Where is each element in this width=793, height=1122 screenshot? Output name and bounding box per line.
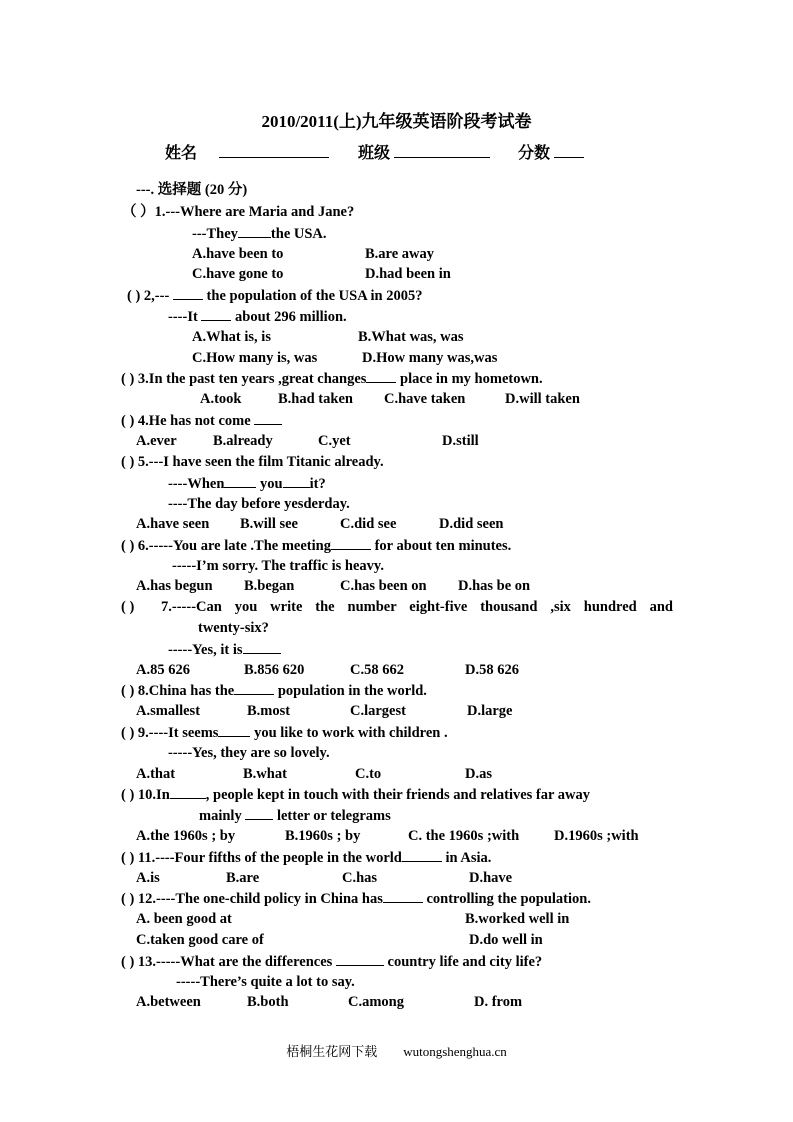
question-stem: 3.In the past ten years ,great changes <box>137 371 367 387</box>
answer-paren[interactable]: ( ) <box>121 787 135 803</box>
answer-paren[interactable]: ( ) <box>121 454 135 470</box>
question-stem: in Asia. <box>445 850 492 866</box>
option-c: C.has been on <box>340 578 427 594</box>
option-a: A. been good at <box>136 911 232 927</box>
option-c: C.How many is, was <box>192 350 318 366</box>
question-12 <box>121 889 591 908</box>
question-5 <box>121 453 384 471</box>
option-b: B.856 620 <box>244 662 305 678</box>
answer-paren[interactable]: ( ) <box>121 538 135 554</box>
option-a: A.ever <box>136 433 177 449</box>
question-9 <box>121 723 448 742</box>
question-1-line2 <box>192 224 327 243</box>
option-c: C.largest <box>350 703 406 719</box>
option-d: D.still <box>442 433 479 449</box>
option-c: C.yet <box>318 433 351 449</box>
option-a: A.have been to <box>192 246 284 262</box>
option-a: A.What is, is <box>192 329 271 345</box>
option-c: C.58 662 <box>350 662 404 678</box>
answer-paren[interactable]: ( ) <box>121 683 135 699</box>
option-b: B.will see <box>240 516 298 532</box>
question-1 <box>122 203 354 221</box>
dialogue-text: ----When <box>168 476 225 492</box>
question-8 <box>121 681 427 700</box>
class-blank[interactable] <box>394 143 490 158</box>
answer-paren[interactable]: ( ) <box>121 413 135 429</box>
option-d: D.have <box>469 870 513 886</box>
answer-paren[interactable]: ( ) <box>121 371 135 387</box>
option-a: A.took <box>200 391 242 407</box>
question-2 <box>127 286 422 305</box>
question-10 <box>121 785 590 804</box>
question-stem: 7.-----Can you write the number eight-five thousand ,six hundred and <box>161 599 673 615</box>
option-c: C.taken good care of <box>136 932 264 948</box>
score-label: 分数 <box>518 145 551 162</box>
option-b: B.began <box>244 578 295 594</box>
answer-blank <box>218 723 250 737</box>
question-5-line3: ----The day before yesderday. <box>168 496 350 512</box>
question-13-line2: -----There’s quite a lot to say. <box>176 974 355 990</box>
question-6-line2: -----I’m sorry. The traffic is heavy. <box>172 558 384 574</box>
answer-blank <box>238 224 271 238</box>
class-field <box>358 140 490 163</box>
option-d: D.How many was,was <box>362 350 498 366</box>
answer-paren[interactable]: ( ) <box>121 891 135 907</box>
option-c: C.to <box>355 766 382 782</box>
question-stem: the population of the USA in 2005? <box>206 288 423 304</box>
option-a: A.have seen <box>136 516 210 532</box>
option-a: A.the 1960s ; by <box>136 828 236 844</box>
question-stem: 4.He has not come <box>137 413 251 429</box>
question-7-line3 <box>168 640 281 659</box>
option-c: C.among <box>348 994 404 1010</box>
option-a: A.that <box>136 766 176 782</box>
class-label: 班级 <box>358 145 391 162</box>
option-d: D.58 626 <box>465 662 519 678</box>
section-heading: ---. 选择题 (20 分) <box>136 182 248 198</box>
question-5-line2 <box>168 474 326 493</box>
question-10-line2 <box>199 806 391 825</box>
question-stem: for about ten minutes. <box>374 538 512 554</box>
question-stem: 9.----It seems <box>137 725 219 741</box>
option-b: B.What was, was <box>358 329 464 345</box>
question-stem: 11.----Four fifths of the people in the world <box>137 850 402 866</box>
answer-blank <box>366 369 396 383</box>
answer-blank <box>224 474 256 488</box>
score-blank[interactable] <box>554 143 584 158</box>
answer-paren[interactable]: ( ) <box>121 599 135 615</box>
option-d: D.as <box>465 766 492 782</box>
name-field <box>165 140 329 163</box>
option-c: C.has <box>342 870 378 886</box>
option-a: A.between <box>136 994 201 1010</box>
option-d: D.had been in <box>365 266 451 282</box>
answer-paren[interactable]: ( ) <box>121 954 135 970</box>
question-7 <box>121 598 134 616</box>
option-d: D.will taken <box>505 391 580 407</box>
score-field <box>518 140 584 163</box>
question-stem: 5.---I have seen the film Titanic already. <box>137 454 384 470</box>
answer-blank <box>245 806 273 820</box>
option-b: B.already <box>213 433 273 449</box>
name-blank[interactable] <box>219 143 329 158</box>
option-b: B.had taken <box>278 391 353 407</box>
question-stem: place in my hometown. <box>400 371 543 387</box>
answer-paren[interactable]: ( ) <box>121 850 135 866</box>
question-stem: 13.-----What are the differences <box>137 954 333 970</box>
question-7-line2: twenty-six? <box>198 620 269 636</box>
option-b: B.are <box>226 870 260 886</box>
answer-blank <box>383 889 423 903</box>
option-b: B.what <box>243 766 287 782</box>
question-stem: population in the world. <box>277 683 427 699</box>
option-b: B.most <box>247 703 291 719</box>
option-c: C.have taken <box>384 391 466 407</box>
question-stem: 6.-----You are late .The meeting <box>137 538 331 554</box>
question-stem: you like to work with children . <box>254 725 448 741</box>
question-stem: country life and city life? <box>387 954 543 970</box>
dialogue-text: you <box>260 476 283 492</box>
question-stem: , people kept in touch with their friends and relatives far away <box>205 787 591 803</box>
answer-blank <box>336 952 384 966</box>
option-a: A.85 626 <box>136 662 190 678</box>
option-d: D.1960s ;with <box>554 828 639 844</box>
answer-paren[interactable]: ( ) <box>121 725 135 741</box>
question-stem: 10.In <box>137 787 170 803</box>
question-stem: 2,--- <box>143 288 170 304</box>
question-6 <box>121 536 511 555</box>
option-d: D. from <box>474 994 523 1010</box>
dialogue-text: ----It <box>168 309 198 325</box>
answer-blank <box>254 411 282 425</box>
option-c: C.did see <box>340 516 397 532</box>
question-stem: 1.---Where are Maria and Jane? <box>154 204 355 220</box>
option-a: A.smallest <box>136 703 201 719</box>
dialogue-text: -----Yes, it is <box>168 642 243 658</box>
option-d: D.large <box>467 703 513 719</box>
dialogue-text: it? <box>309 476 326 492</box>
question-stem: 12.----The one-child policy in China has <box>137 891 383 907</box>
answer-blank <box>402 848 442 862</box>
question-9-line2: -----Yes, they are so lovely. <box>168 745 330 761</box>
question-stem: 8.China has the <box>137 683 235 699</box>
question-3 <box>121 369 543 388</box>
option-d: D.do well in <box>469 932 543 948</box>
name-label: 姓名 <box>165 145 198 162</box>
answer-blank <box>243 640 281 654</box>
option-c: C.have gone to <box>192 266 284 282</box>
answer-blank <box>331 536 371 550</box>
option-b: B.both <box>247 994 289 1010</box>
option-d: D.has be on <box>458 578 531 594</box>
question-stem: letter or telegrams <box>276 808 391 824</box>
answer-paren[interactable]: （ ） <box>122 204 155 220</box>
dialogue-text: the USA. <box>270 226 327 242</box>
answer-paren[interactable]: ( ) <box>127 288 141 304</box>
page-footer: 梧桐生花网下载 wutongshenghua.cn <box>286 1044 507 1059</box>
answer-blank <box>170 785 206 799</box>
answer-blank <box>234 681 274 695</box>
question-11 <box>121 848 491 867</box>
option-d: D.did seen <box>439 516 504 532</box>
answer-blank <box>173 286 203 300</box>
dialogue-text: about 296 million. <box>235 309 347 325</box>
answer-blank <box>201 307 231 321</box>
option-c: C. the 1960s ;with <box>408 828 520 844</box>
question-2-line2 <box>168 307 347 326</box>
option-b: B.worked well in <box>465 911 570 927</box>
page-title: 2010/2011(上)九年级英语阶段考试卷 <box>261 112 532 131</box>
option-a: A.has begun <box>136 578 213 594</box>
answer-blank <box>283 474 310 488</box>
option-b: B.1960s ; by <box>285 828 361 844</box>
question-stem: mainly <box>199 808 242 824</box>
question-stem: controlling the population. <box>426 891 591 907</box>
option-b: B.are away <box>365 246 435 262</box>
question-4 <box>121 411 282 430</box>
option-a: A.is <box>136 870 160 886</box>
question-13 <box>121 952 542 971</box>
dialogue-text: ---They <box>192 226 238 242</box>
